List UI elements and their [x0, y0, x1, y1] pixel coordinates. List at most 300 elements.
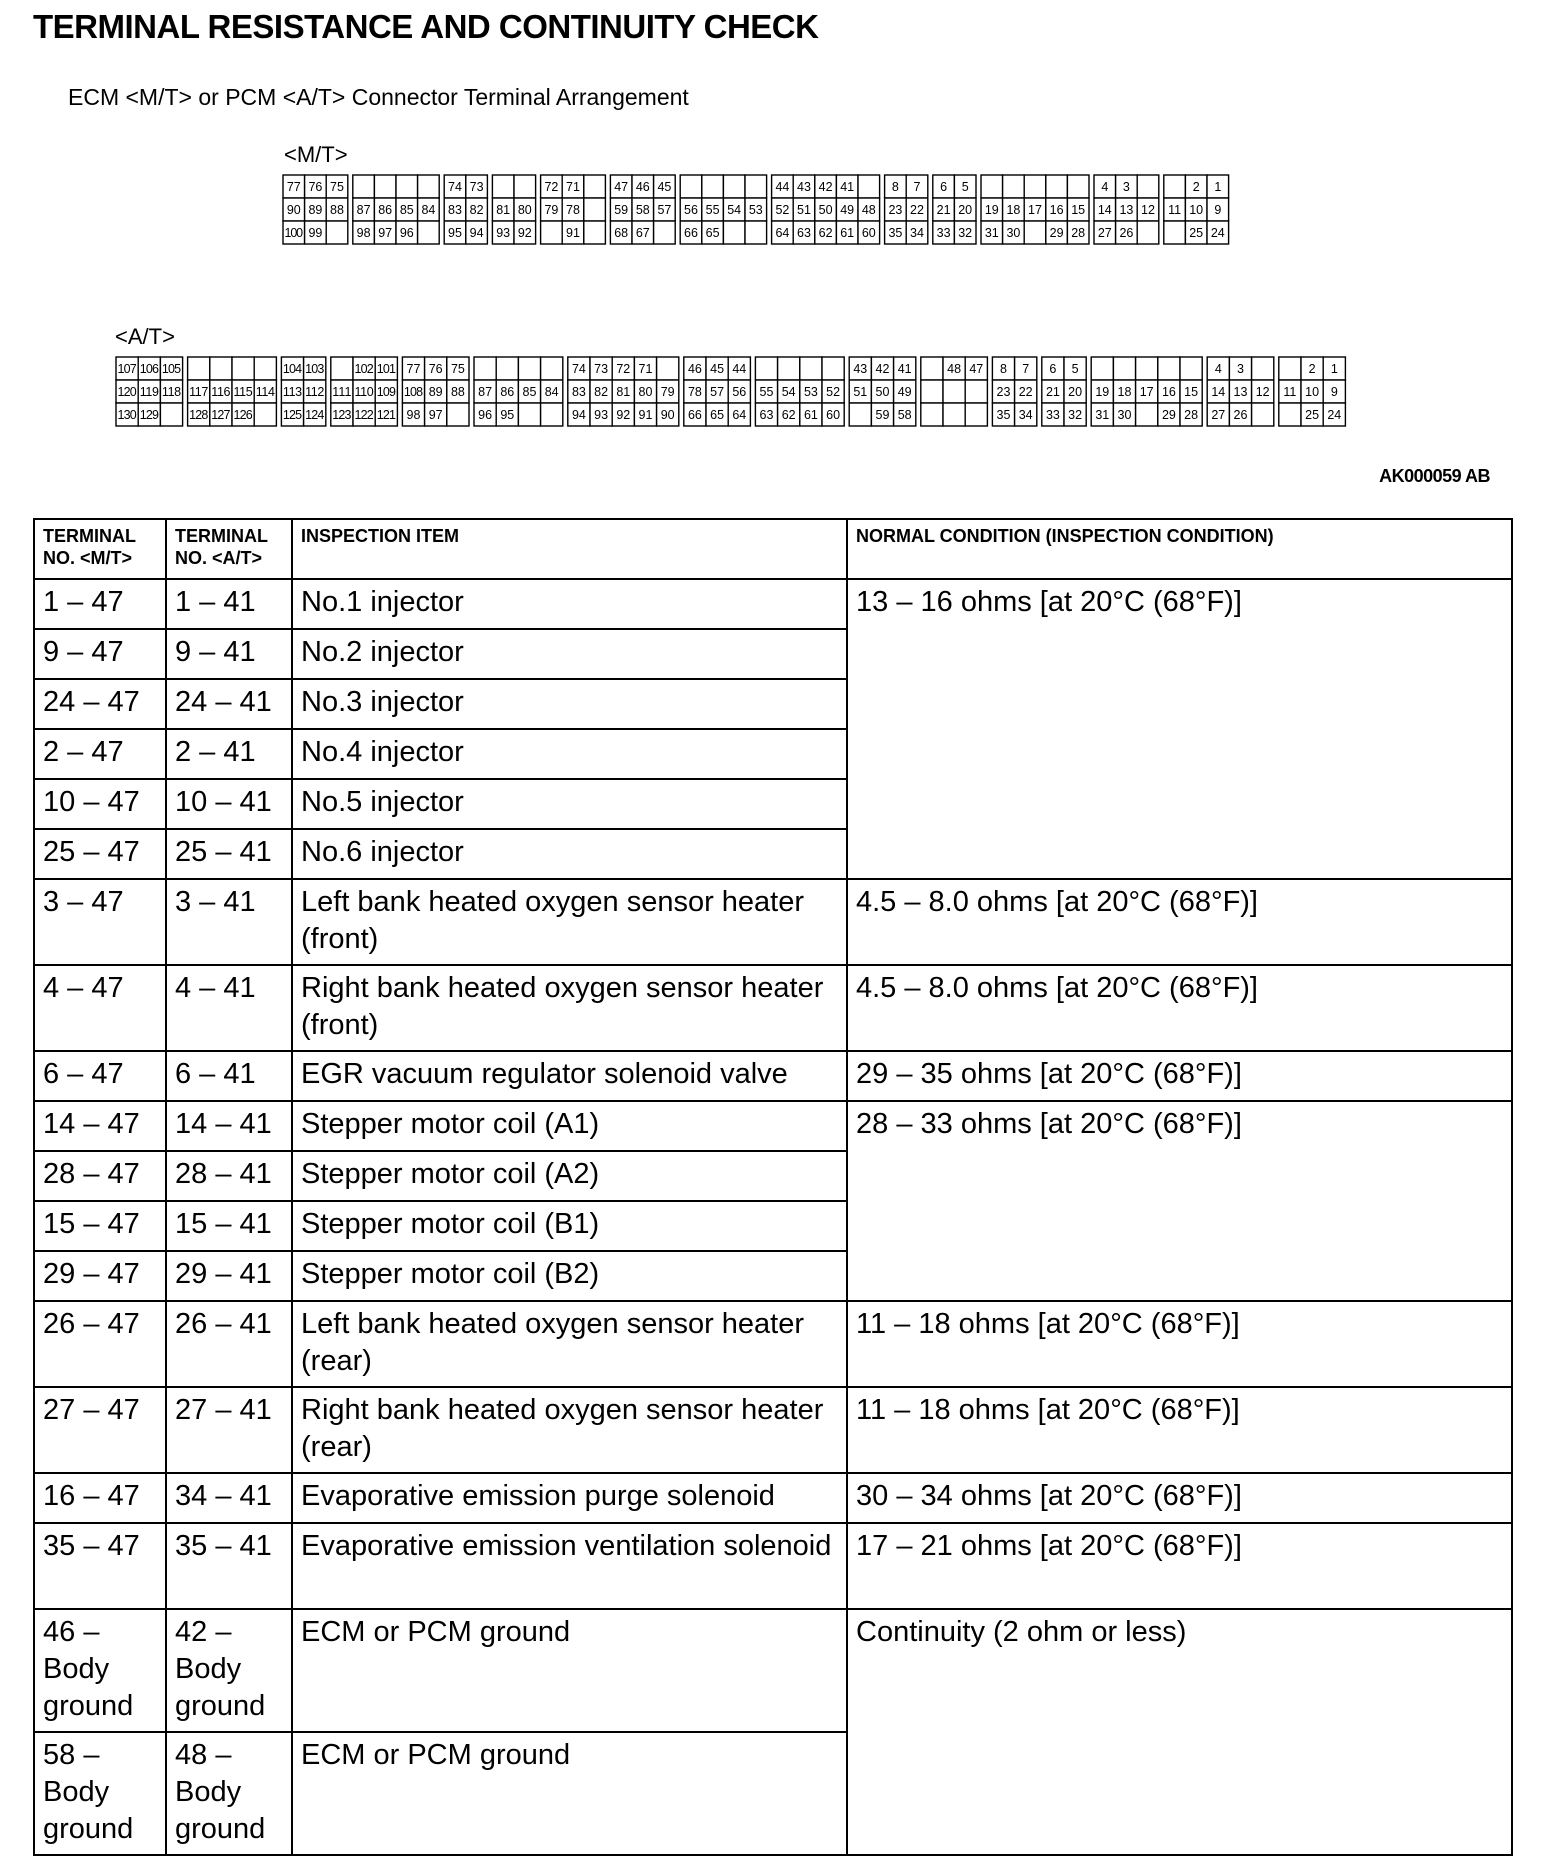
terminal-block [885, 175, 928, 244]
terminal-number: 100 [284, 226, 304, 240]
terminal-pin [353, 175, 375, 198]
terminal-number: 109 [376, 385, 396, 399]
terminal-number: 12 [1255, 385, 1270, 399]
inspection-item-cell: No.3 injector [292, 679, 847, 729]
terminal-block [353, 175, 439, 244]
terminal-block [1164, 175, 1229, 244]
table-row [34, 1609, 1512, 1732]
terminal-number: 107 [117, 362, 137, 376]
terminal-pin [1136, 403, 1158, 426]
terminal-number: 77 [286, 180, 301, 194]
terminal-number: 48 [947, 362, 962, 376]
terminal-pin [1136, 357, 1158, 380]
terminal-number: 1 [1214, 180, 1222, 194]
table-row [34, 1387, 1512, 1473]
table-row [34, 1473, 1512, 1523]
terminal-number: 83 [571, 385, 586, 399]
terminal-number: 95 [500, 408, 515, 422]
terminal-number: 98 [356, 226, 371, 240]
table-row [34, 1101, 1512, 1151]
resistance-continuity-table [33, 518, 1513, 1856]
terminal-pin [541, 403, 563, 426]
terminal-pin [584, 175, 606, 198]
terminal-number: 47 [614, 180, 629, 194]
terminal-number: 54 [781, 385, 796, 399]
header-terminal-at: TERMINAL NO. <A/T> [166, 519, 292, 579]
terminal-pin [188, 357, 210, 380]
normal-condition-cell: 30 – 34 ohms [at 20°C (68°F)] [847, 1473, 1512, 1523]
table-row [34, 579, 1512, 629]
terminal-pin [1113, 357, 1135, 380]
terminal-pin [374, 175, 396, 198]
terminal-pin [396, 175, 418, 198]
inspection-item-cell: Evaporative emission ventilation solenoid [292, 1523, 847, 1609]
terminal-number: 78 [566, 203, 580, 217]
terminal-number: 7 [1022, 362, 1030, 376]
terminal-number: 66 [684, 226, 698, 240]
terminal-block [981, 175, 1089, 244]
terminal-number: 27 [1211, 408, 1226, 422]
terminal-pin [822, 357, 844, 380]
inspection-item-cell: EGR vacuum regulator solenoid valve [292, 1051, 847, 1101]
terminal-number: 53 [748, 203, 763, 217]
terminal-number: 18 [1006, 203, 1021, 217]
terminal-pin [943, 380, 965, 403]
terminal-number: 105 [161, 362, 182, 376]
terminal-number: 52 [775, 203, 790, 217]
terminal-pin [1137, 221, 1159, 244]
terminal-pin [518, 357, 540, 380]
terminal-at-cell: 35 – 41 [166, 1523, 292, 1609]
inspection-item-cell: No.6 injector [292, 829, 847, 879]
table-header-row [34, 519, 1512, 579]
terminal-mt-cell: 6 – 47 [34, 1051, 166, 1101]
terminal-number: 22 [910, 203, 924, 217]
terminal-number: 48 [861, 203, 876, 217]
terminal-number: 121 [376, 408, 396, 422]
terminal-number: 122 [354, 408, 374, 422]
normal-condition-cell: 13 – 16 ohms [at 20°C (68°F)] [847, 579, 1512, 879]
terminal-number: 54 [727, 203, 742, 217]
terminal-number: 6 [940, 180, 948, 194]
terminal-number: 94 [571, 408, 586, 422]
terminal-block [541, 175, 606, 244]
terminal-number: 91 [566, 226, 580, 240]
terminal-number: 32 [958, 226, 973, 240]
header-normal-condition: NORMAL CONDITION (INSPECTION CONDITION) [847, 519, 1512, 579]
terminal-number: 7 [913, 180, 921, 194]
terminal-number: 72 [616, 362, 631, 376]
normal-condition-cell: 4.5 – 8.0 ohms [at 20°C (68°F)] [847, 879, 1512, 965]
terminal-at-cell: 14 – 41 [166, 1101, 292, 1151]
terminal-number: 117 [189, 385, 209, 399]
terminal-number: 34 [910, 226, 924, 240]
terminal-pin [1046, 175, 1068, 198]
terminal-block [921, 357, 988, 426]
terminal-number: 9 [1214, 203, 1222, 217]
terminal-number: 42 [875, 362, 890, 376]
terminal-number: 61 [803, 408, 818, 422]
terminal-number: 120 [117, 385, 137, 399]
terminal-number: 66 [687, 408, 702, 422]
terminal-number: 31 [984, 226, 999, 240]
terminal-number: 30 [1006, 226, 1021, 240]
terminal-pin [418, 175, 440, 198]
terminal-number: 44 [732, 362, 747, 376]
page-title: TERMINAL RESISTANCE AND CONTINUITY CHECK [33, 8, 819, 45]
terminal-block [492, 175, 535, 244]
terminal-mt-cell: 9 – 47 [34, 629, 166, 679]
terminal-number: 20 [1068, 385, 1083, 399]
terminal-number: 42 [818, 180, 833, 194]
terminal-number: 65 [705, 226, 720, 240]
terminal-number: 93 [496, 226, 511, 240]
terminal-mt-cell: 24 – 47 [34, 679, 166, 729]
terminal-number: 81 [496, 203, 511, 217]
terminal-number: 130 [117, 408, 137, 422]
terminal-block [444, 175, 487, 244]
terminal-mt-cell: 46 – Body ground [34, 1609, 166, 1732]
inspection-item-cell: Right bank heated oxygen sensor heater (front) [292, 965, 847, 1051]
terminal-number: 75 [450, 362, 465, 376]
terminal-block [281, 357, 325, 426]
normal-condition-cell: 4.5 – 8.0 ohms [at 20°C (68°F)] [847, 965, 1512, 1051]
terminal-block [1207, 357, 1274, 426]
terminal-mt-cell: 28 – 47 [34, 1151, 166, 1201]
inspection-item-cell: ECM or PCM ground [292, 1732, 847, 1855]
terminal-number: 3 [1122, 180, 1130, 194]
terminal-block [680, 175, 766, 244]
terminal-number: 49 [897, 385, 912, 399]
terminal-number: 76 [428, 362, 443, 376]
terminal-number: 4 [1101, 180, 1109, 194]
terminal-number: 112 [305, 385, 325, 399]
terminal-number: 63 [797, 226, 811, 240]
terminal-at-cell: 9 – 41 [166, 629, 292, 679]
terminal-number: 85 [522, 385, 537, 399]
terminal-at-cell: 3 – 41 [166, 879, 292, 965]
terminal-pin [745, 221, 767, 244]
inspection-item-cell: Stepper motor coil (B2) [292, 1251, 847, 1301]
terminal-number: 99 [308, 226, 323, 240]
terminal-number: 85 [399, 203, 414, 217]
terminal-number: 108 [403, 385, 424, 399]
terminal-number: 5 [961, 180, 969, 194]
terminal-mt-cell: 4 – 47 [34, 965, 166, 1051]
terminal-pin [654, 221, 676, 244]
terminal-number: 29 [1161, 408, 1176, 422]
terminal-number: 83 [448, 203, 462, 217]
terminal-number: 111 [332, 385, 352, 399]
terminal-number: 116 [211, 385, 231, 399]
terminal-number: 78 [687, 385, 702, 399]
terminal-number: 59 [614, 203, 629, 217]
terminal-number: 21 [1045, 385, 1060, 399]
terminal-number: 29 [1049, 226, 1064, 240]
terminal-number: 33 [936, 226, 951, 240]
terminal-block [283, 175, 348, 244]
terminal-number: 73 [469, 180, 484, 194]
inspection-item-cell: Stepper motor coil (A2) [292, 1151, 847, 1201]
terminal-pin [1252, 357, 1274, 380]
terminal-number: 64 [775, 226, 790, 240]
terminal-number: 2 [1192, 180, 1200, 194]
table-row [34, 879, 1512, 965]
connector-arrangement-caption: ECM <M/T> or PCM <A/T> Connector Terminal Arrangement [68, 84, 689, 110]
terminal-number: 21 [936, 203, 951, 217]
terminal-block [402, 357, 469, 426]
terminal-number: 72 [544, 180, 559, 194]
terminal-number: 8 [891, 180, 899, 194]
terminal-number: 41 [897, 362, 912, 376]
terminal-at-cell: 1 – 41 [166, 579, 292, 629]
terminal-number: 18 [1117, 385, 1132, 399]
terminal-number: 55 [759, 385, 774, 399]
terminal-number: 27 [1097, 226, 1112, 240]
terminal-mt-cell: 26 – 47 [34, 1301, 166, 1387]
terminal-block [331, 357, 398, 426]
inspection-item-cell: No.2 injector [292, 629, 847, 679]
terminal-pin [514, 175, 536, 198]
terminal-number: 31 [1095, 408, 1110, 422]
terminal-mt-cell: 15 – 47 [34, 1201, 166, 1251]
terminal-number: 34 [1018, 408, 1033, 422]
terminal-number: 45 [657, 180, 672, 194]
terminal-pin [584, 221, 606, 244]
terminal-number: 97 [428, 408, 443, 422]
terminal-block [610, 175, 675, 244]
terminal-mt-cell: 16 – 47 [34, 1473, 166, 1523]
terminal-number: 12 [1141, 203, 1155, 217]
terminal-at-cell: 34 – 41 [166, 1473, 292, 1523]
terminal-number: 126 [233, 408, 253, 422]
terminal-number: 3 [1237, 362, 1244, 376]
terminal-number: 82 [594, 385, 609, 399]
terminal-number: 28 [1184, 408, 1199, 422]
normal-condition-cell: 11 – 18 ohms [at 20°C (68°F)] [847, 1387, 1512, 1473]
terminal-pin [1024, 221, 1046, 244]
terminal-number: 23 [888, 203, 903, 217]
table-row [34, 1301, 1512, 1387]
terminal-pin [474, 357, 496, 380]
terminal-number: 26 [1119, 226, 1134, 240]
terminal-number: 2 [1308, 362, 1316, 376]
terminal-pin [921, 357, 943, 380]
terminal-pin [858, 175, 880, 198]
terminal-number: 79 [544, 203, 559, 217]
terminal-number: 57 [710, 385, 725, 399]
terminal-pin [1067, 175, 1089, 198]
terminal-number: 63 [759, 408, 774, 422]
terminal-number: 98 [406, 408, 421, 422]
terminal-pin [755, 357, 777, 380]
inspection-item-cell: Right bank heated oxygen sensor heater (rear) [292, 1387, 847, 1473]
terminal-number: 113 [282, 385, 303, 399]
normal-condition-cell: 28 – 33 ohms [at 20°C (68°F)] [847, 1101, 1512, 1301]
normal-condition-cell: 29 – 35 ohms [at 20°C (68°F)] [847, 1051, 1512, 1101]
terminal-block [1094, 175, 1159, 244]
terminal-number: 35 [888, 226, 903, 240]
terminal-number: 96 [478, 408, 493, 422]
terminal-number: 59 [875, 408, 890, 422]
terminal-number: 128 [189, 408, 209, 422]
terminal-number: 10 [1189, 203, 1204, 217]
terminal-number: 11 [1283, 385, 1297, 399]
terminal-number: 24 [1327, 408, 1342, 422]
terminal-block [1042, 357, 1086, 426]
terminal-number: 45 [710, 362, 725, 376]
terminal-number: 20 [958, 203, 973, 217]
normal-condition-cell: Continuity (2 ohm or less) [847, 1609, 1512, 1855]
terminal-pin [232, 357, 254, 380]
terminal-at-cell: 15 – 41 [166, 1201, 292, 1251]
inspection-item-cell: Left bank heated oxygen sensor heater (front) [292, 879, 847, 965]
terminal-mt-cell: 27 – 47 [34, 1387, 166, 1473]
table-row [34, 1523, 1512, 1609]
terminal-number: 60 [826, 408, 841, 422]
terminal-number: 129 [139, 408, 159, 422]
terminal-pin [800, 357, 822, 380]
terminal-number: 65 [710, 408, 725, 422]
terminal-number: 114 [255, 385, 275, 399]
terminal-block [772, 175, 880, 244]
at-connector-label: <A/T> [115, 324, 175, 349]
terminal-number: 51 [853, 385, 868, 399]
terminal-number: 5 [1071, 362, 1079, 376]
terminal-pin [702, 175, 724, 198]
terminal-number: 80 [517, 203, 532, 217]
terminal-number: 102 [354, 362, 374, 376]
terminal-number: 68 [614, 226, 629, 240]
terminal-at-cell: 24 – 41 [166, 679, 292, 729]
terminal-mt-cell: 2 – 47 [34, 729, 166, 779]
terminal-number: 41 [840, 180, 855, 194]
terminal-pin [160, 403, 182, 426]
terminal-pin [1279, 357, 1301, 380]
terminal-number: 61 [840, 226, 855, 240]
terminal-at-cell: 4 – 41 [166, 965, 292, 1051]
terminal-number: 71 [566, 180, 580, 194]
terminal-number: 15 [1184, 385, 1199, 399]
terminal-at-cell: 10 – 41 [166, 779, 292, 829]
terminal-number: 74 [571, 362, 586, 376]
terminal-at-cell: 25 – 41 [166, 829, 292, 879]
terminal-at-cell: 42 – Body ground [166, 1609, 292, 1732]
terminal-mt-cell: 14 – 47 [34, 1101, 166, 1151]
terminal-number: 125 [282, 408, 303, 422]
terminal-pin [1279, 403, 1301, 426]
terminal-number: 56 [684, 203, 698, 217]
figure-code: AK000059 AB [1379, 466, 1490, 486]
terminal-number: 95 [448, 226, 462, 240]
terminal-number: 60 [861, 226, 876, 240]
terminal-pin [1180, 357, 1202, 380]
terminal-block [992, 357, 1036, 426]
terminal-at-cell: 2 – 41 [166, 729, 292, 779]
terminal-number: 106 [139, 362, 159, 376]
terminal-number: 88 [450, 385, 465, 399]
mt-connector-diagram [282, 174, 1302, 246]
terminal-number: 56 [732, 385, 747, 399]
terminal-pin [492, 175, 514, 198]
terminal-number: 86 [378, 203, 393, 217]
terminal-number: 50 [875, 385, 890, 399]
terminal-pin [1024, 175, 1046, 198]
terminal-pin [1003, 175, 1025, 198]
terminal-number: 33 [1045, 408, 1060, 422]
terminal-number: 25 [1189, 226, 1204, 240]
terminal-number: 44 [775, 180, 790, 194]
terminal-number: 88 [330, 203, 344, 217]
terminal-number: 58 [635, 203, 650, 217]
terminal-number: 26 [1233, 408, 1248, 422]
terminal-pin [657, 357, 679, 380]
terminal-number: 30 [1117, 408, 1132, 422]
terminal-number: 73 [594, 362, 609, 376]
terminal-number: 11 [1168, 203, 1182, 217]
terminal-number: 82 [469, 203, 484, 217]
terminal-at-cell: 28 – 41 [166, 1151, 292, 1201]
terminal-number: 96 [399, 226, 414, 240]
terminal-pin [541, 357, 563, 380]
terminal-number: 62 [818, 226, 833, 240]
terminal-number: 101 [376, 362, 396, 376]
terminal-number: 87 [478, 385, 493, 399]
terminal-pin [1158, 357, 1180, 380]
terminal-number: 32 [1068, 408, 1083, 422]
terminal-number: 86 [500, 385, 515, 399]
terminal-number: 10 [1305, 385, 1320, 399]
terminal-number: 123 [332, 408, 352, 422]
terminal-number: 23 [996, 385, 1011, 399]
header-terminal-mt: TERMINAL NO. <M/T> [34, 519, 166, 579]
terminal-pin [496, 357, 518, 380]
terminal-number: 80 [638, 385, 653, 399]
terminal-pin [331, 357, 353, 380]
terminal-number: 119 [139, 385, 159, 399]
inspection-item-cell: No.4 injector [292, 729, 847, 779]
terminal-mt-cell: 58 – Body ground [34, 1732, 166, 1855]
terminal-number: 93 [594, 408, 609, 422]
terminal-pin [1137, 175, 1159, 198]
inspection-item-cell: Stepper motor coil (A1) [292, 1101, 847, 1151]
terminal-pin [418, 221, 440, 244]
terminal-number: 75 [330, 180, 344, 194]
terminal-pin [943, 403, 965, 426]
terminal-at-cell: 48 – Body ground [166, 1732, 292, 1855]
terminal-number: 19 [1095, 385, 1110, 399]
terminal-number: 97 [378, 226, 393, 240]
terminal-number: 81 [616, 385, 631, 399]
terminal-number: 16 [1161, 385, 1176, 399]
terminal-pin [1091, 357, 1113, 380]
terminal-pin [584, 198, 606, 221]
terminal-number: 84 [544, 385, 559, 399]
table-row [34, 965, 1512, 1051]
terminal-number: 15 [1071, 203, 1086, 217]
terminal-number: 76 [308, 180, 323, 194]
inspection-item-cell: Stepper motor coil (B1) [292, 1201, 847, 1251]
terminal-number: 14 [1211, 385, 1226, 399]
terminal-number: 64 [732, 408, 747, 422]
terminal-number: 53 [803, 385, 818, 399]
terminal-number: 8 [1000, 362, 1007, 376]
inspection-item-cell: Left bank heated oxygen sensor heater (rear) [292, 1301, 847, 1387]
terminal-number: 74 [448, 180, 462, 194]
terminal-number: 25 [1305, 408, 1320, 422]
terminal-at-cell: 29 – 41 [166, 1251, 292, 1301]
terminal-pin [723, 221, 745, 244]
